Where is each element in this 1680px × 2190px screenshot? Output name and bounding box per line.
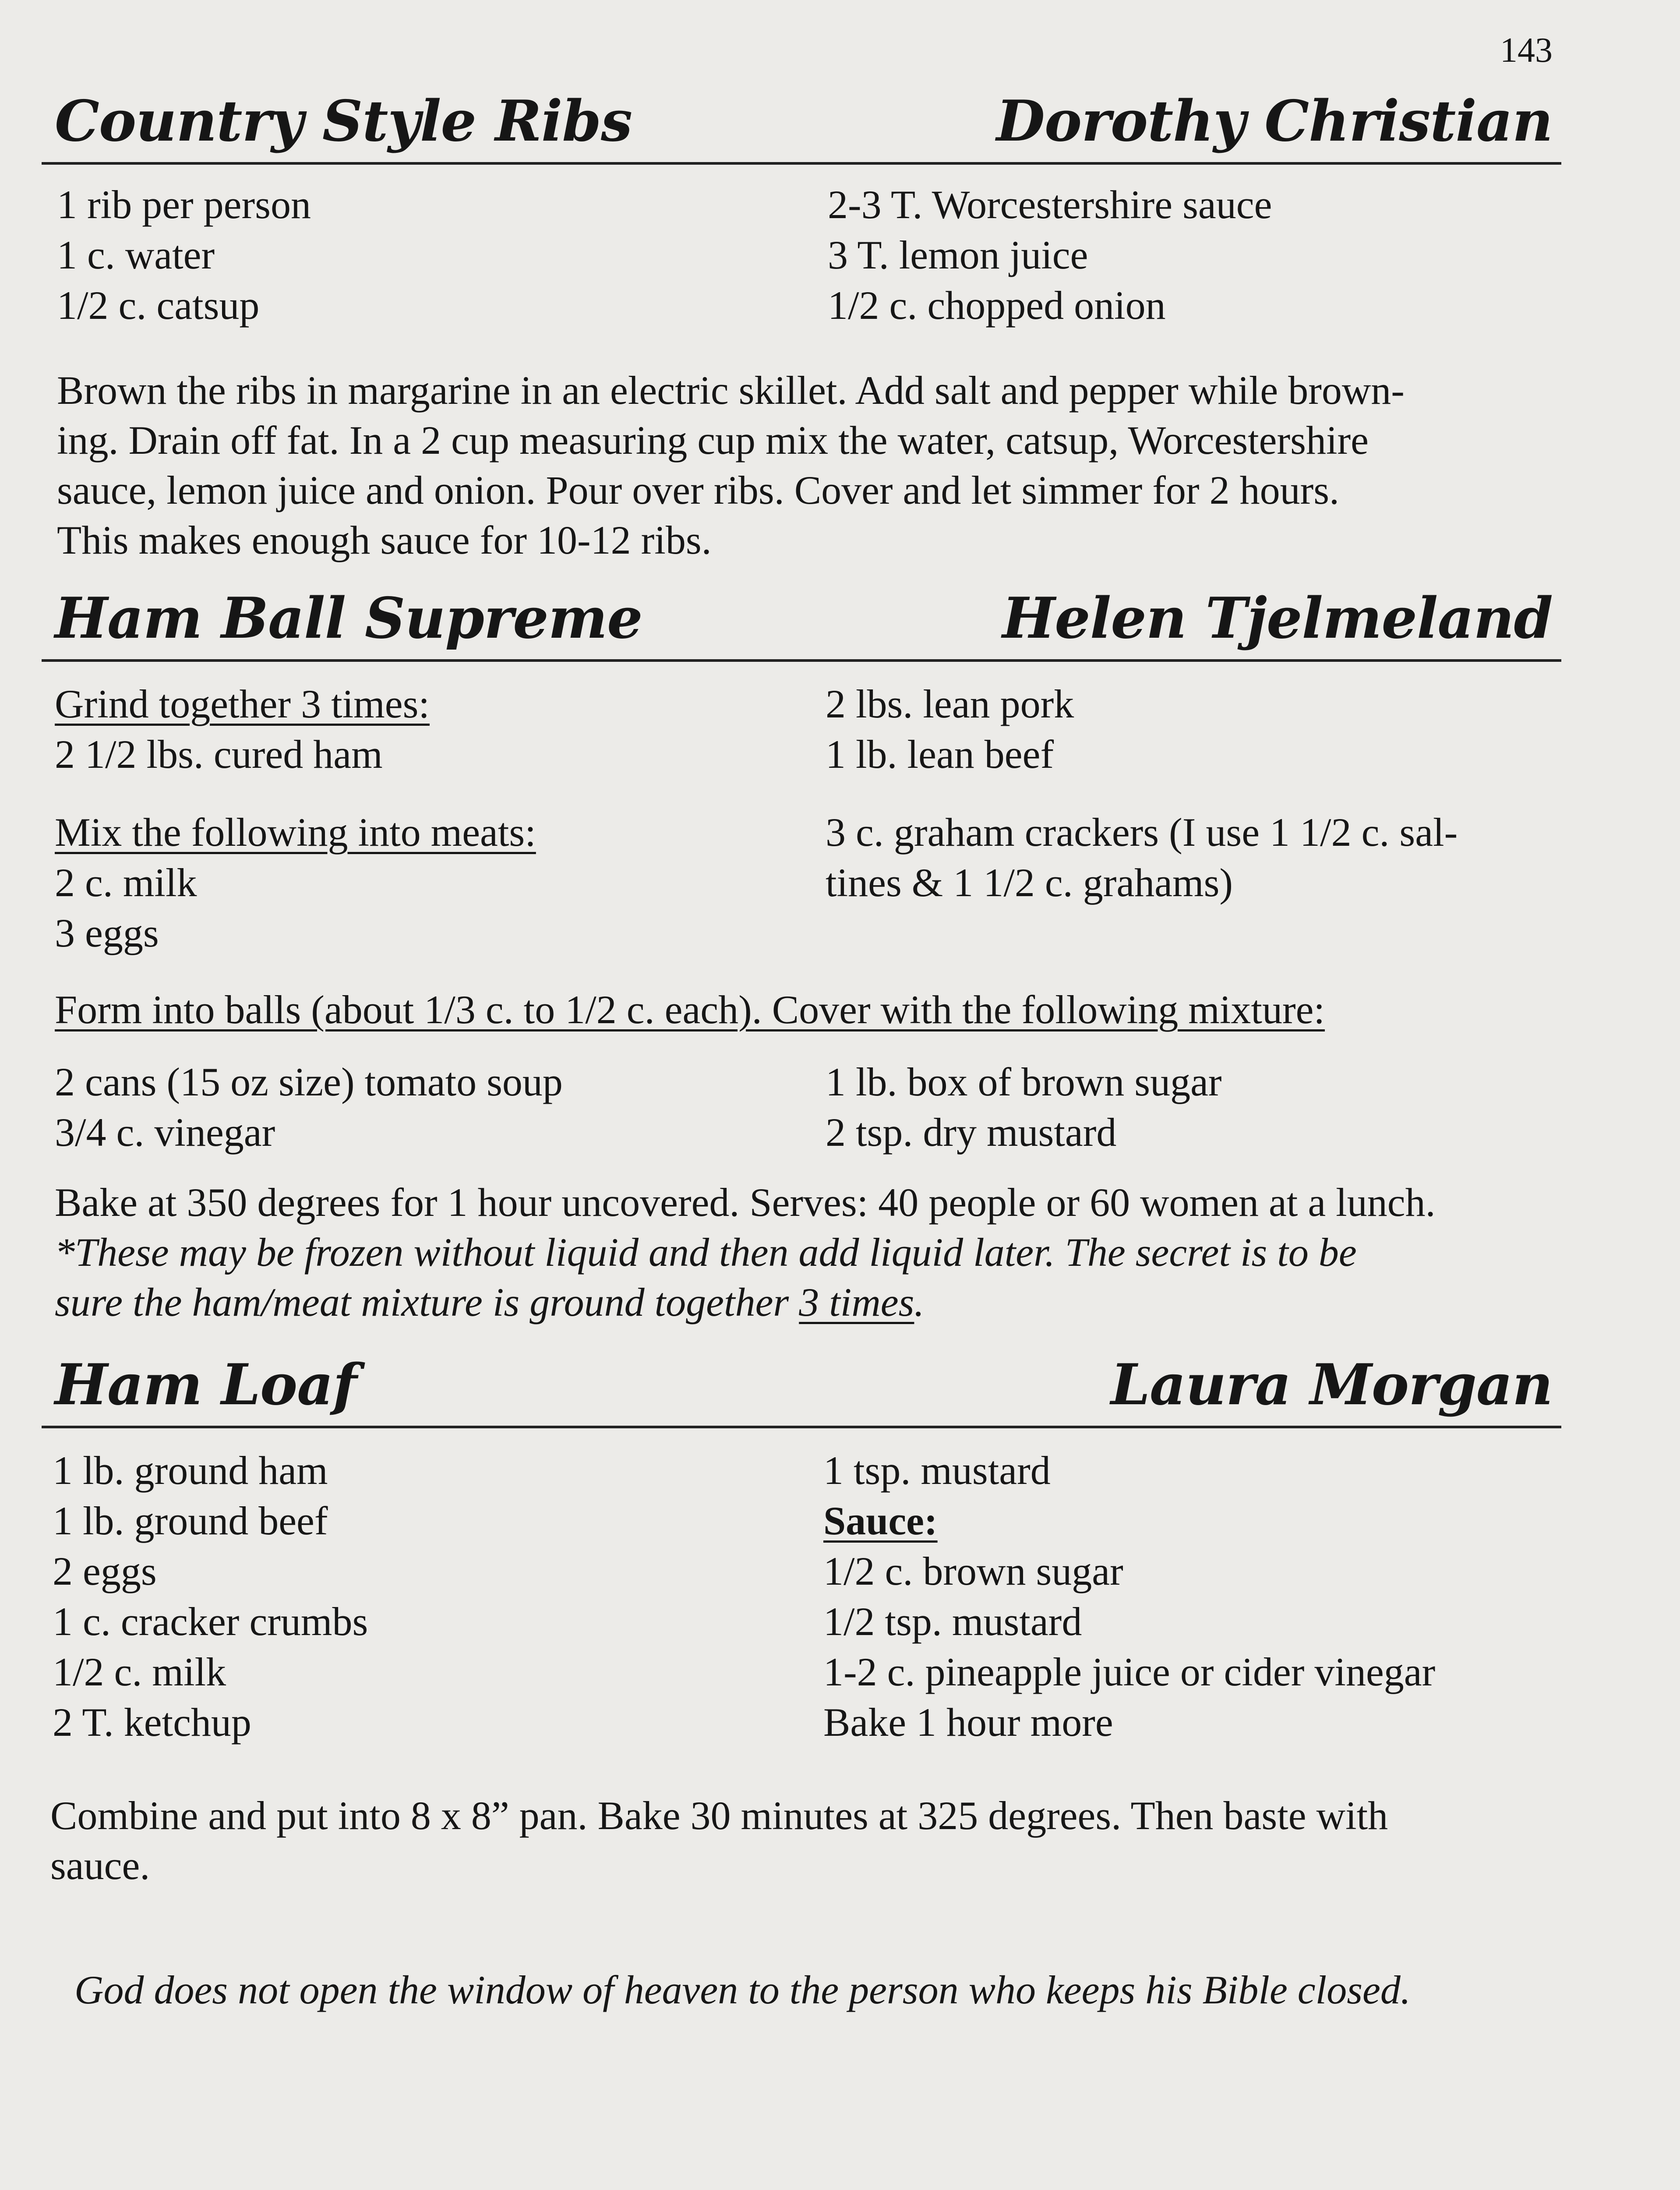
ingredient: 1/2 c. milk: [53, 1650, 226, 1694]
ingredient: 1/2 tsp. mustard: [823, 1599, 1082, 1644]
recipe-header-ham-loaf: [42, 1338, 1561, 1428]
bake-note: [55, 1177, 1436, 1327]
ingredient: 3 c. graham crackers (I use 1 1/2 c. sal-: [826, 810, 1458, 855]
ingredient: 2 tsp. dry mustard: [826, 1110, 1117, 1155]
ingredients-left: [57, 180, 311, 331]
ingredient: 3 T. lemon juice: [828, 233, 1088, 277]
ingredient: 1/2 c. catsup: [57, 283, 260, 328]
recipe-title: Country Style Ribs: [55, 88, 632, 154]
recipe-header-ham-ball: [42, 572, 1561, 662]
page-number: 143: [1500, 31, 1553, 70]
ingredient: 2 lbs. lean pork: [826, 682, 1074, 726]
directions: [50, 1791, 1388, 1890]
ingredient: Bake 1 hour more: [823, 1700, 1113, 1745]
ingredient: 3 eggs: [55, 911, 159, 955]
recipe-title: Ham Ball Supreme: [55, 586, 642, 651]
ingredient: 2 eggs: [53, 1549, 157, 1593]
grind-right: [826, 679, 1074, 780]
recipe-title: Ham Loaf: [55, 1352, 357, 1418]
ingredient: 1 lb. ground ham: [53, 1448, 328, 1493]
directions: [57, 365, 1405, 565]
bake-instruction: Bake at 350 degrees for 1 hour uncovered. Serves: 40 people or 60 women at a lunch.: [55, 1180, 1436, 1225]
ingredient: 1/2 c. chopped onion: [828, 283, 1166, 328]
ingredient: 1-2 c. pineapple juice or cider vinegar: [823, 1650, 1436, 1694]
tip-emphasis: 3 times: [799, 1280, 914, 1325]
directions-line: Brown the ribs in margarine in an electric skillet. Add salt and pepper while brown-: [57, 368, 1405, 413]
sauce-left: [55, 1057, 563, 1158]
ingredient: 1 c. water: [57, 233, 215, 277]
ingredient: 3/4 c. vinegar: [55, 1110, 275, 1155]
closing-quote: God does not open the window of heaven to the person who keeps his Bible closed.: [74, 1967, 1411, 2012]
ingredients-right: [823, 1445, 1435, 1748]
ingredient: 2 cans (15 oz size) tomato soup: [55, 1060, 563, 1104]
step-heading: Form into balls (about 1/3 c. to 1/2 c. each). Cover with the following mixture:: [55, 987, 1325, 1032]
sauce-heading: Sauce:: [823, 1498, 938, 1543]
ingredients-left: [53, 1445, 368, 1748]
ingredient: 1 c. cracker crumbs: [53, 1599, 368, 1644]
directions-line: sauce.: [50, 1843, 150, 1888]
ingredient: 2 1/2 lbs. cured ham: [55, 732, 383, 777]
recipe-author: Helen Tjelmeland: [1002, 586, 1553, 651]
ingredient: 2 c. milk: [55, 860, 197, 905]
ingredient: 2-3 T. Worcestershire sauce: [828, 182, 1272, 227]
sauce-right: [826, 1057, 1222, 1158]
ingredient: 2 T. ketchup: [53, 1700, 251, 1745]
directions-line: Combine and put into 8 x 8” pan. Bake 30 minutes at 325 degrees. Then baste with: [50, 1793, 1388, 1838]
step-heading: Grind together 3 times:: [55, 682, 430, 726]
directions-line: ing. Drain off fat. In a 2 cup measuring cup mix the water, catsup, Worcestershire: [57, 418, 1369, 463]
mix-right: [826, 807, 1458, 908]
tip-text: sure the ham/meat mixture is ground together: [55, 1280, 799, 1325]
ingredients-right: [828, 180, 1272, 331]
step-heading: Mix the following into meats:: [55, 810, 536, 855]
recipe-author: Laura Morgan: [1111, 1352, 1553, 1418]
tip-text: .: [914, 1280, 925, 1325]
ingredient: 1 rib per person: [57, 182, 311, 227]
mix-left: [55, 807, 536, 958]
directions-line: sauce, lemon juice and onion. Pour over ribs. Cover and let simmer for 2 hours.: [57, 468, 1340, 512]
ingredient: 1/2 c. brown sugar: [823, 1549, 1123, 1593]
directions-line: This makes enough sauce for 10-12 ribs.: [57, 518, 712, 562]
ingredient: 1 lb. lean beef: [826, 732, 1054, 777]
grind-left: [55, 679, 430, 780]
tip-line: *These may be frozen without liquid and then add liquid later. The secret is to be: [55, 1230, 1357, 1275]
ingredient: 1 tsp. mustard: [823, 1448, 1051, 1493]
recipe-author: Dorothy Christian: [996, 88, 1553, 154]
ingredient: 1 lb. box of brown sugar: [826, 1060, 1222, 1104]
recipe-header-ribs: [42, 74, 1561, 165]
tip-line: [55, 1277, 1436, 1327]
ingredient: tines & 1 1/2 c. grahams): [826, 860, 1233, 905]
form-step: [55, 985, 1325, 1035]
ingredient: 1 lb. ground beef: [53, 1498, 328, 1543]
